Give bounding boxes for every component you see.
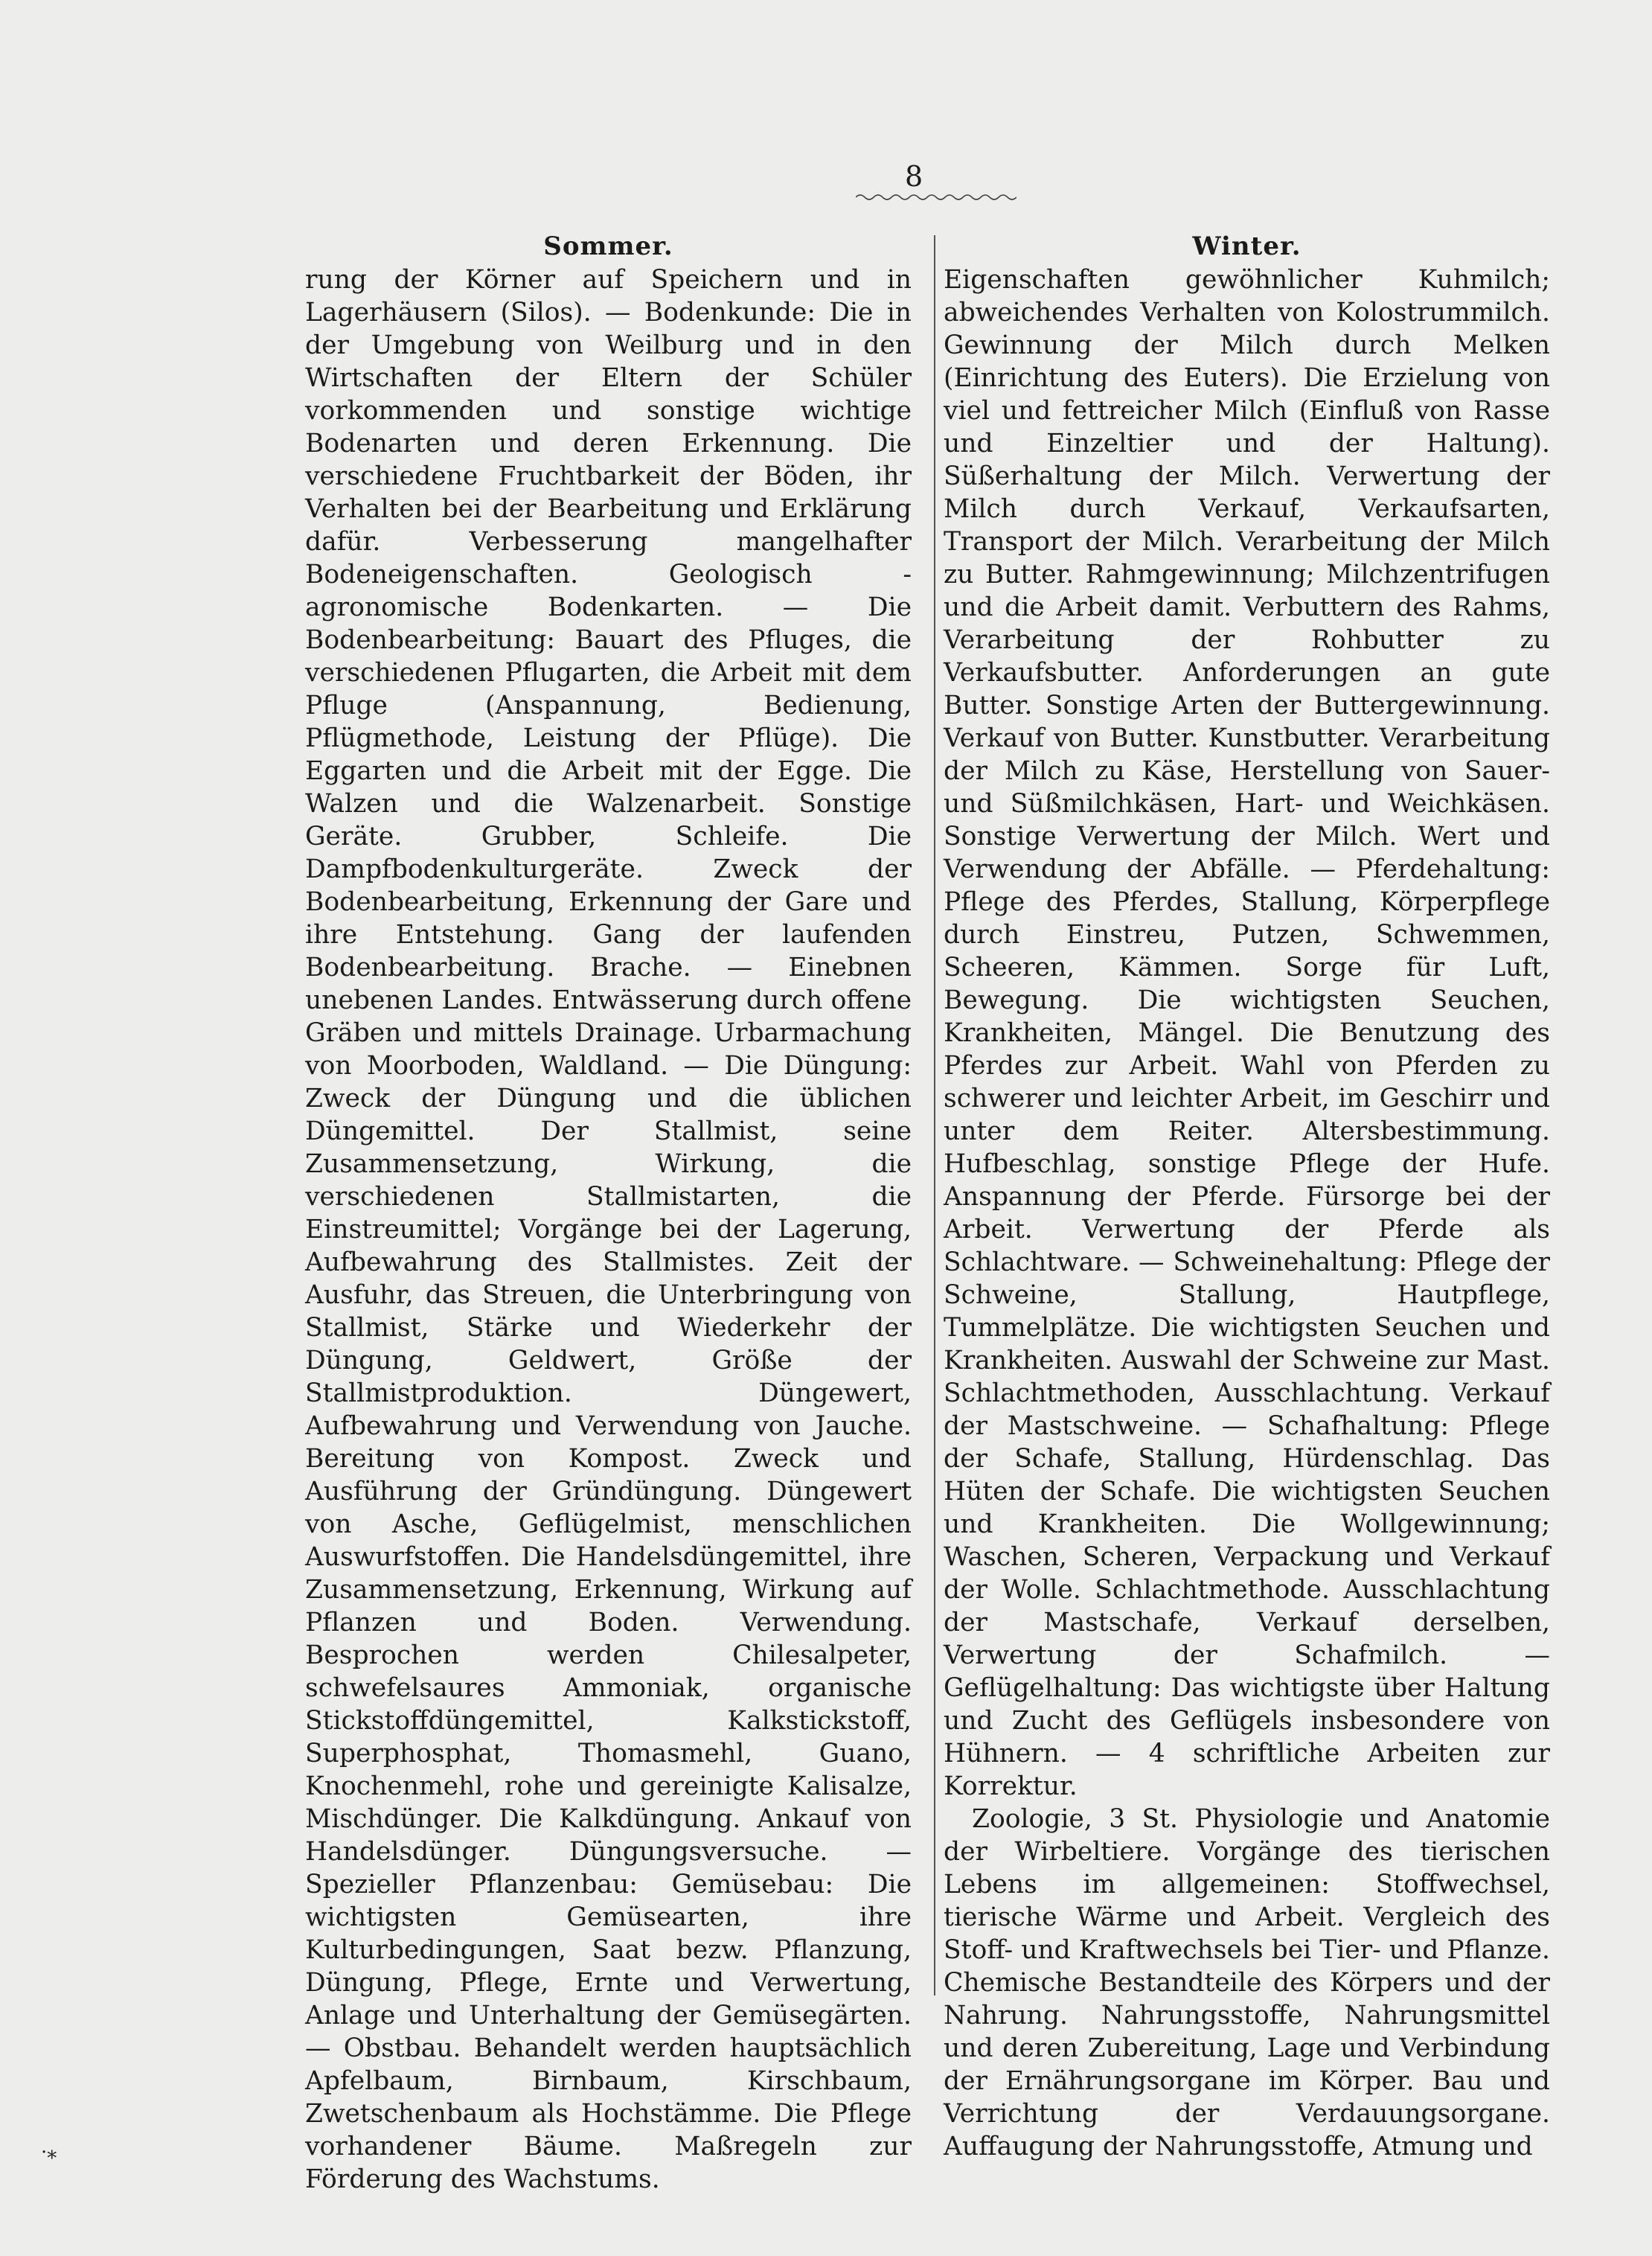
left-column-text: rung der Körner auf Speichern und in Lagerhäusern (Silos). — Bodenkunde: Die in der Umgebung von Weilburg und in den Wirtschaften der Eltern der Schüler vorkommenden und sonstige wichtige Bodenarten und deren Erkennung. Die verschiedene Fruchtbarkeit der Böden, ihr Verhalten bei der Bearbeitung und Erklärung dafür. Verbesserung mangelhafter Bodeneigenschaften. Geologisch - agronomische Bodenkarten. — Die Bodenbearbeitung: Bauart des Pfluges, die verschiedenen Pflugarten, die Arbeit mit dem Pfluge (Anspannung, Bedienung, Pflügmethode, Leistung der Pflüge). Die Eggarten und die Arbeit mit der Egge. Die Walzen und die Walzenarbeit. Sonstige Geräte. Grubber, Schleife. Die Dampfbodenkulturgeräte. Zweck der Bodenbearbeitung, Erkennung der Gare und ihre Entstehung. Gang der laufenden Bodenbearbeitung. Brache. — Einebnen unebenen Landes. Entwässerung durch offene Gräben und mittels Drainage. Urbarmachung von Moorboden, Waldland. — Die Düngung: Zweck der Düngung und die üblichen Düngemittel. Der Stallmist, seine Zusammensetzung, Wirkung, die verschiedenen Stallmistarten, die Einstreumittel; Vorgänge bei der Lagerung, Aufbewahrung des Stallmistes. Zeit der Ausfuhr, das Streuen, die Unterbringung von Stallmist, Stärke und Wiederkehr der Düngung, Geldwert, Größe der Stallmistproduktion. Düngewert, Aufbewahrung und Verwendung von Jauche. Bereitung von Kompost. Zweck und Ausführung der Gründüngung. Düngewert von Asche, Geflügelmist, menschlichen Auswurfstoffen. Die Handelsdüngemittel, ihre Zusammensetzung, Erkennung, Wirkung auf Pflanzen und Boden. Verwendung. Besprochen werden Chilesalpeter, schwefelsaures Ammoniak, organische Stickstoffdüngemittel, Kalkstickstoff, Superphosphat, Thomasmehl, Guano, Knochenmehl, rohe und gereinigte Kalisalze, Mischdünger. Die Kalkdüngung. Ankauf von Handelsdünger. Düngungsversuche. — Spezieller Pflanzenbau: Gemüsebau: Die wichtigsten Gemüsearten, ihre Kulturbedingungen, Saat bezw. Pflanzung, Düngung, Pflege, Ernte und Verwertung, Anlage und Unterhaltung der Gemüsegärten. — Obstbau. Behandelt werden hauptsächlich Apfelbaum, Birnbaum, Kirschbaum, Zwetschenbaum als Hochstämme. Die Pflege vorhandener Bäume. Maßregeln zur Förderung des Wachstums. — [305, 265, 912, 2194]
column-heading-winter: Winter. — [1192, 231, 1302, 261]
right-column-text-zoology: Zoologie, 3 St. Physiologie und Anatomie der Wirbeltiere. Vorgänge des tierischen Lebens im allgemeinen: Stoffwechsel, tierische Wärme und Arbeit. Vergleich des Stoff- und Kraftwechsels bei Tier- und Pflanze. Chemische Bestandteile des Körpers und der Nahrung. Nahrungsstoffe, Nahrungsmittel und deren Zubereitung, Lage und Verbindung der Ernährungsorgane im Körper. Bau und Verrichtung der Verdauungsorgane. Auffaugung der Nahrungsstoffe, Atmung und — [944, 1804, 1550, 2161]
column-heading-summer: Sommer. — [543, 231, 673, 261]
page-number: 8 — [905, 160, 923, 193]
right-column — [944, 229, 1550, 2163]
left-column — [305, 229, 912, 2196]
right-column-text: Eigenschaften gewöhnlicher Kuhmilch; abweichendes Verhalten von Kolostrummilch. Gewinnung der Milch durch Melken (Einrichtung des Euters). Die Erzielung von viel und fettreicher Milch (Einfluß von Rasse und Einzeltier und der Haltung). Süßerhaltung der Milch. Verwertung der Milch durch Verkauf, Verkaufsarten, Transport der Milch. Verarbeitung der Milch zu Butter. Rahmgewinnung; Milchzentrifugen und die Arbeit damit. Verbuttern des Rahms, Verarbeitung der Rohbutter zu Verkaufsbutter. Anforderungen an gute Butter. Sonstige Arten der Buttergewinnung. Verkauf von Butter. Kunstbutter. Verarbeitung der Milch zu Käse, Herstellung von Sauer- und Süßmilchkäsen, Hart- und Weichkäsen. Sonstige Verwertung der Milch. Wert und Verwendung der Abfälle. — Pferdehaltung: Pflege des Pferdes, Stallung, Körperpflege durch Einstreu, Putzen, Schwemmen, Scheeren, Kämmen. Sorge für Luft, Bewegung. Die wichtigsten Seuchen, Krankheiten, Mängel. Die Benutzung des Pferdes zur Arbeit. Wahl von Pferden zu schwerer und leichter Arbeit, im Geschirr und unter dem Reiter. Altersbestimmung. Hufbeschlag, sonstige Pflege der Hufe. Anspannung der Pferde. Fürsorge bei der Arbeit. Verwertung der Pferde als Schlachtware. — Schweinehaltung: Pflege der Schweine, Stallung, Hautpflege, Tummelplätze. Die wichtigsten Seuchen und Krankheiten. Auswahl der Schweine zur Mast. Schlachtmethoden, Ausschlachtung. Verkauf der Mastschweine. — Schafhaltung: Pflege der Schafe, Stallung, Hürdenschlag. Das Hüten der Schafe. Die wichtigsten Seuchen und Krankheiten. Die Wollgewinnung; Waschen, Scheren, Verpackung und Verkauf der Wolle. Schlachtmethode. Ausschlachtung der Mastschafe, Verkauf derselben, Verwertung der Schafmilch. — Geflügelhaltung: Das wichtigste über Haltung und Zucht des Geflügels insbesondere von Hühnern. — 4 schriftliche Arbeiten zur Korrektur. — [944, 265, 1550, 1801]
page-ornament — [856, 192, 1017, 202]
stray-mark: ·⁎ — [41, 2141, 57, 2164]
column-divider — [934, 235, 935, 1995]
